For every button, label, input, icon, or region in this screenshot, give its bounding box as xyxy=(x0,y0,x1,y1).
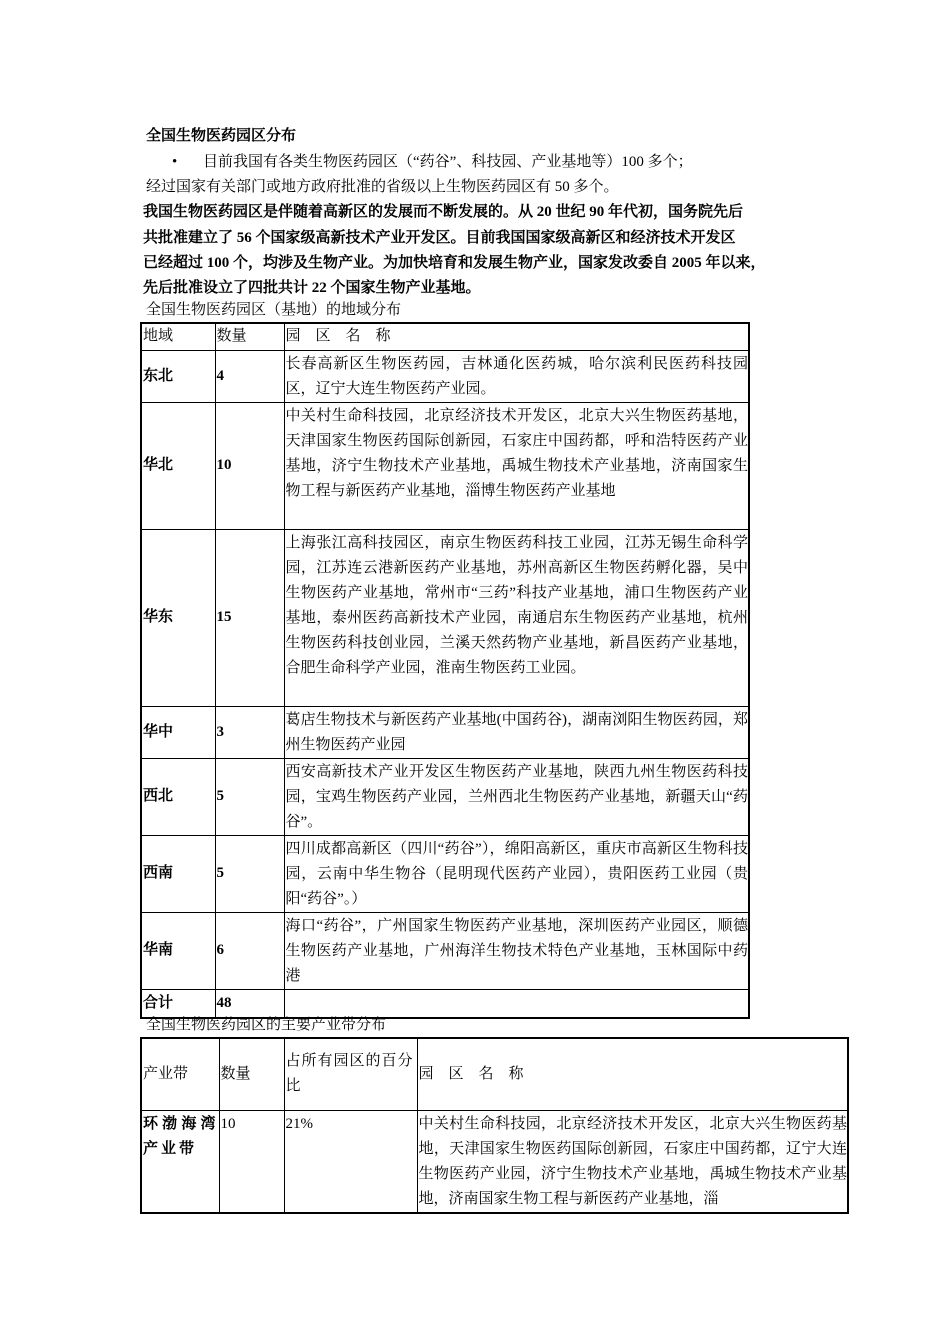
table-header-row xyxy=(141,323,749,350)
header-cell: 地域 xyxy=(141,323,215,350)
table-row xyxy=(141,402,749,529)
region-cell: 华东 xyxy=(141,529,215,706)
header-cell: 产业带 xyxy=(141,1038,219,1110)
table1-caption: 全国生物医药园区（基地）的地域分布 xyxy=(146,302,402,318)
bold-paragraph-line: 我国生物医药园区是伴随着高新区的发展而不断发展的。从 20 世纪 90 年代初，国务院先后 xyxy=(143,204,744,220)
bullet-marker: • xyxy=(172,154,178,170)
region-cell: 西北 xyxy=(141,758,215,835)
count-cell: 5 xyxy=(215,758,284,835)
table-row xyxy=(141,1110,848,1213)
count-cell: 3 xyxy=(215,706,284,758)
approved-text: 经过国家有关部门或地方政府批准的省级以上生物医药园区有 50 多个。 xyxy=(146,179,619,195)
bullet-text: 目前我国有各类生物医药园区（“药谷”、科技园、产业基地等）100 多个； xyxy=(203,154,693,170)
header-cell: 数量 xyxy=(219,1038,284,1110)
count-cell: 15 xyxy=(215,529,284,706)
header-cell: 数量 xyxy=(215,323,284,350)
names-cell: 海口“药谷”，广州国家生物医药产业基地，深圳医药产业园区，顺德生物医药产业基地，广州海洋生物技术特色产业基地，玉林国际中药港 xyxy=(284,912,749,989)
names-cell: 四川成都高新区（四川“药谷”），绵阳高新区，重庆市高新区生物科技园，云南中华生物谷（昆明现代医药产业园），贵阳医药工业园（贵阳“药谷”。） xyxy=(284,835,749,912)
names-cell: 上海张江高科技园区，南京生物医药科技工业园，江苏无锡生命科学园，江苏连云港新医药产业基地，苏州高新区生物医药孵化器，吴中生物医药产业基地，常州市“三药”科技产业基地，浦口生物医药产业基地，泰州医药高新技术产业园，南通启东生物医药产业基地，杭州生物医药科技创业园，兰溪天然药物产业基地，新昌医药产业基地，合肥生命科学产业园，淮南生物医药工业园。 xyxy=(284,529,749,706)
bold-paragraph-line: 共批准建立了 56 个国家级高新技术产业开发区。目前我国国家级高新区和经济技术开发区 xyxy=(143,230,736,246)
count-cell: 10 xyxy=(219,1110,284,1213)
table-row xyxy=(141,912,749,989)
names-cell: 中关村生命科技园，北京经济技术开发区，北京大兴生物医药基地，天津国家生物医药国际创新园，石家庄中国药都，辽宁大连生物医药产业园，济宁生物技术产业基地，禹城生物技术产业基地，济南国家生物工程与新医药产业基地，淄 xyxy=(417,1110,848,1213)
bold-paragraph-line: 已经超过 100 个，均涉及生物产业。为加快培育和发展生物产业，国家发改委自 2005 年以来， xyxy=(143,255,766,271)
belt-cell: 环渤海湾产业带 xyxy=(141,1110,219,1213)
table-header-row xyxy=(141,1038,848,1110)
table-row xyxy=(141,350,749,402)
table-row xyxy=(141,706,749,758)
names-cell: 中关村生命科技园，北京经济技术开发区，北京大兴生物医药基地，天津国家生物医药国际创新园，石家庄中国药都，呼和浩特医药产业基地，济宁生物技术产业基地，禹城生物技术产业基地，济南国家生物工程与新医药产业基地，淄博生物医药产业基地 xyxy=(284,402,749,529)
page-title: 全国生物医药园区分布 xyxy=(146,128,297,144)
region-cell: 东北 xyxy=(141,350,215,402)
region-cell: 华中 xyxy=(141,706,215,758)
count-cell: 4 xyxy=(215,350,284,402)
names-cell: 长春高新区生物医药园，吉林通化医药城，哈尔滨利民医药科技园区，辽宁大连生物医药产业园。 xyxy=(284,350,749,402)
table-row xyxy=(141,529,749,706)
region-cell: 华北 xyxy=(141,402,215,529)
bold-paragraph-line: 先后批准设立了四批共计 22 个国家生物产业基地。 xyxy=(143,280,481,296)
table-row xyxy=(141,758,749,835)
names-cell: 葛店生物技术与新医药产业基地(中国药谷)，湖南浏阳生物医药园，郑州生物医药产业园 xyxy=(284,706,749,758)
count-cell: 6 xyxy=(215,912,284,989)
header-cell: 园 区 名 称 xyxy=(417,1038,848,1110)
percent-cell: 21% xyxy=(284,1110,417,1213)
header-cell: 园 区 名 称 xyxy=(284,323,749,350)
table-row xyxy=(141,835,749,912)
header-cell: 占所有园区的百分比 xyxy=(284,1038,417,1110)
region-cell: 华南 xyxy=(141,912,215,989)
names-cell: 西安高新技术产业开发区生物医药产业基地，陕西九州生物医药科技园，宝鸡生物医药产业园，兰州西北生物医药产业基地，新疆天山“药谷”。 xyxy=(284,758,749,835)
count-cell: 48 xyxy=(215,989,284,1018)
industry-belt-table xyxy=(140,1037,849,1214)
region-cell: 西南 xyxy=(141,835,215,912)
region-cell: 合计 xyxy=(141,989,215,1018)
count-cell: 10 xyxy=(215,402,284,529)
table2-caption: 全国生物医药园区的主要产业带分布 xyxy=(146,1017,387,1033)
region-distribution-table xyxy=(140,322,750,1019)
count-cell: 5 xyxy=(215,835,284,912)
